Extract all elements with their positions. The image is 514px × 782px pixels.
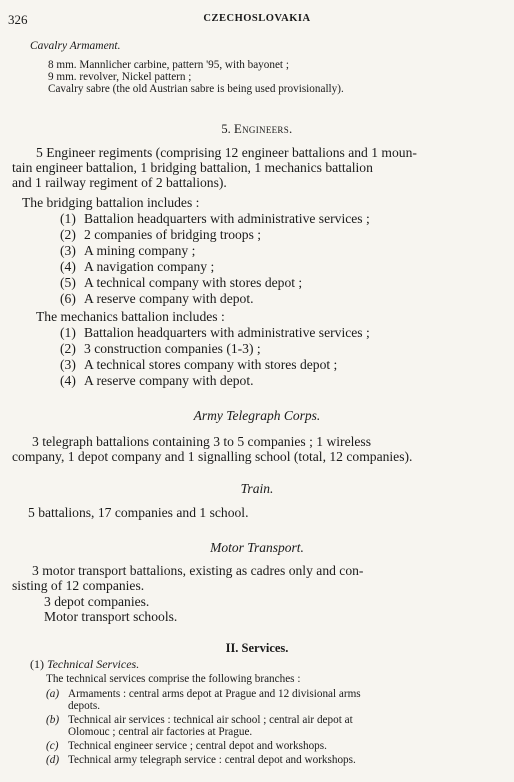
list-item: (3) A mining company ; bbox=[60, 243, 196, 258]
list-item: (4) A navigation company ; bbox=[60, 259, 215, 274]
running-head: CZECHOSLOVAKIA bbox=[203, 13, 311, 24]
list-item-cont: Olomouc ; central air factories at Prague. bbox=[68, 726, 253, 738]
services-subheading: (1) Technical Services. bbox=[30, 657, 140, 671]
motor-heading: Motor Transport. bbox=[210, 540, 304, 555]
list-item: (1) Battalion headquarters with administrative services ; bbox=[60, 325, 370, 340]
mechanics-heading: The mechanics battalion includes : bbox=[36, 309, 225, 324]
list-item: (4) A reserve company with depot. bbox=[60, 373, 254, 388]
list-item: (3) A technical stores company with stores depot ; bbox=[60, 357, 338, 372]
list-item: (6) A reserve company with depot. bbox=[60, 291, 254, 306]
engineers-intro-line: 5 Engineer regiments (comprising 12 engineer battalions and 1 moun- bbox=[36, 145, 417, 160]
list-item: (a) Armaments : central arms depot at Prague and 12 divisional arms bbox=[46, 688, 361, 700]
cavalry-line: 9 mm. revolver, Nickel pattern ; bbox=[48, 71, 192, 83]
list-item: (c) Technical engineer service ; central depot and workshops. bbox=[46, 740, 327, 752]
engineers-title: Engineers. bbox=[233, 121, 293, 136]
engineers-heading bbox=[0, 121, 514, 137]
bridging-heading: The bridging battalion includes : bbox=[22, 195, 200, 210]
list-item: (2) 3 construction companies (1-3) ; bbox=[60, 341, 261, 356]
list-item: (1) Battalion headquarters with administrative services ; bbox=[60, 211, 370, 226]
engineers-intro-line: tain engineer battalion, 1 bridging battalion, 1 mechanics battalion bbox=[12, 160, 373, 175]
motor-line: 3 motor transport battalions, existing as cadres only and con- bbox=[32, 563, 364, 578]
engineers-intro-line: and 1 railway regiment of 2 battalions). bbox=[12, 175, 227, 190]
telegraph-line: company, 1 depot company and 1 signalling school (total, 12 companies). bbox=[12, 449, 413, 464]
train-line: 5 battalions, 17 companies and 1 school. bbox=[28, 505, 249, 520]
cavalry-heading: Cavalry Armament. bbox=[30, 40, 121, 52]
list-item: (2) 2 companies of bridging troops ; bbox=[60, 227, 262, 242]
telegraph-heading: Army Telegraph Corps. bbox=[193, 408, 321, 423]
services-heading: II. Services. bbox=[225, 641, 289, 655]
cavalry-line: 8 mm. Mannlicher carbine, pattern '95, with bayonet ; bbox=[48, 59, 289, 71]
engineers-number: 5. bbox=[221, 122, 231, 136]
motor-line: 3 depot companies. bbox=[44, 594, 150, 609]
motor-line: Motor transport schools. bbox=[44, 609, 178, 624]
train-heading: Train. bbox=[240, 481, 274, 496]
cavalry-line: Cavalry sabre (the old Austrian sabre is being used provisionally). bbox=[48, 83, 344, 95]
telegraph-line: 3 telegraph battalions containing 3 to 5 companies ; 1 wireless bbox=[32, 434, 372, 449]
list-item: (5) A technical company with stores depot ; bbox=[60, 275, 303, 290]
list-item: (d) Technical army telegraph service : central depot and workshops. bbox=[46, 754, 356, 766]
page-number: 326 bbox=[8, 12, 28, 27]
list-item: (b) Technical air services : technical air school ; central air depot at bbox=[46, 714, 353, 726]
services-intro: The technical services comprise the following branches : bbox=[46, 673, 301, 685]
list-item-cont: depots. bbox=[68, 700, 101, 712]
motor-line: sisting of 12 companies. bbox=[12, 578, 145, 593]
